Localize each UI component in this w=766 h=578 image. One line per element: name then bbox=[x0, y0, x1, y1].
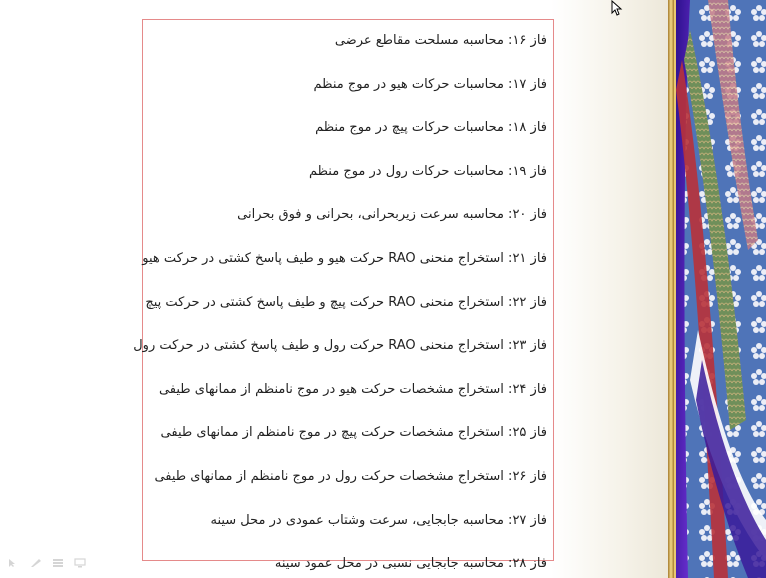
pen-icon[interactable] bbox=[30, 558, 42, 568]
phase-item-23: فاز ۲۳: استخراج منحنی RAO حرکت رول و طیف پاسخ کشتی در حرکت رول bbox=[133, 338, 547, 354]
phase-item-19: فاز ۱۹: محاسبات حرکات رول در موج منظم bbox=[308, 163, 547, 179]
phase-list bbox=[133, 28, 547, 578]
phase-item-18: فاز ۱۸: محاسبات حرکات پیچ در موج منظم bbox=[315, 120, 547, 136]
pointer-icon[interactable] bbox=[8, 558, 20, 568]
phase-item-27: فاز ۲۷: محاسبه جابجایی، سرعت وشتاب عمودی در محل سینه bbox=[210, 512, 547, 528]
phase-item-22: فاز ۲۲: استخراج منحنی RAO حرکت پیچ و طیف پاسخ کشتی در حرکت پیچ bbox=[145, 294, 547, 310]
phases-text-box[interactable] bbox=[133, 19, 554, 572]
presentation-toolbar bbox=[8, 558, 86, 570]
menu-icon[interactable] bbox=[52, 558, 64, 568]
phase-item-20: فاز ۲۰: محاسبه سرعت زیربحرانی، بحرانی و فوق بحرانی bbox=[237, 207, 547, 223]
monitor-icon[interactable] bbox=[74, 558, 86, 568]
phase-item-25: فاز ۲۵: استخراج مشخصات حرکت پیچ در موج نامنظم از ممانهای طیفی bbox=[160, 425, 547, 441]
phase-item-24: فاز ۲۴: استخراج مشخصات حرکت هیو در موج نامنظم از ممانهای طیفی bbox=[158, 381, 547, 397]
decorative-pattern-panel bbox=[668, 0, 766, 578]
phase-item-21: فاز ۲۱: استخراج منحنی RAO حرکت هیو و طیف پاسخ کشتی در حرکت هیو bbox=[142, 250, 547, 266]
phase-item-26: فاز ۲۶: استخراج مشخصات حرکت رول در موج نامنظم از ممانهای طیفی bbox=[154, 468, 547, 484]
phase-item-16: فاز ۱۶: محاسبه مسلحت مقاطع عرضی bbox=[334, 33, 547, 48]
phase-item-17: فاز ۱۷: محاسبات حرکات هیو در موج منظم bbox=[313, 76, 547, 92]
phase-item-28: فاز ۲۸: محاسبه جابجایی نسبی در محل عمود سینه bbox=[274, 556, 547, 572]
cursor-arrow-icon bbox=[611, 0, 623, 16]
